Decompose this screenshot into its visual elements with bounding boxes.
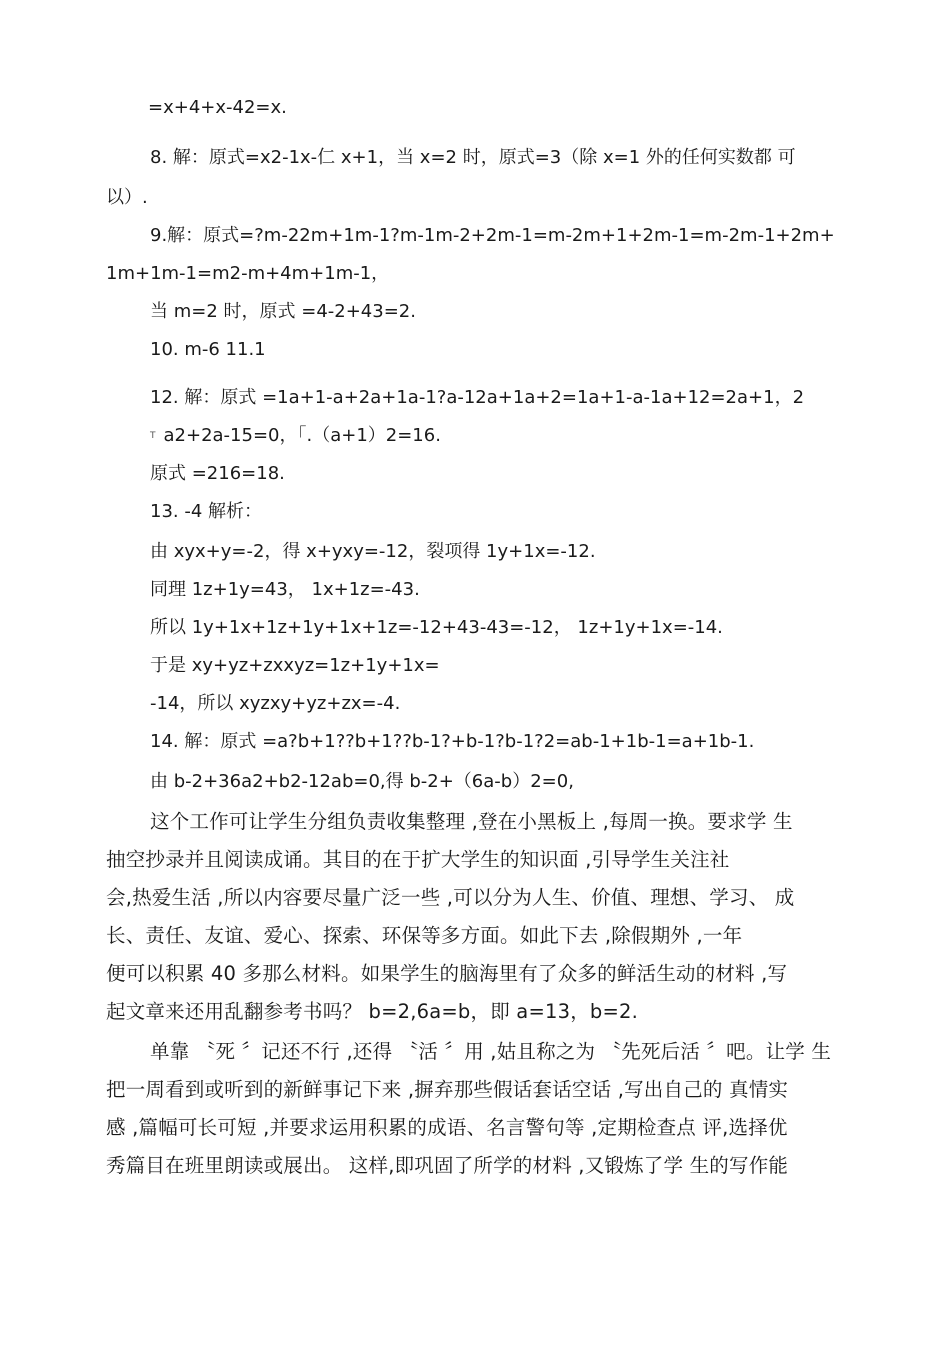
text-line: 12. 解：原式 =1a+1-a+2a+1a-1?a-12a+1a+2=1a+1-a-1a+12=2a+1，2 [150,387,805,408]
text-line: 把一周看到或听到的新鲜事记下来 ,摒弃那些假话套话空话 ,写出自己的 真情实 [106,1078,789,1101]
text-line: 抽空抄录并且阅读成诵。其目的在于扩大学生的知识面 ,引导学生关注社 [106,848,730,871]
margin-mark: T [150,431,156,441]
text-line: -14，所以 xyzxy+yz+zx=-4. [150,693,401,714]
text-line: 8. 解：原式=x2-1x-仁 x+1，当 x=2 时，原式=3（除 x=1 外的任何实数都 可 [150,147,796,168]
text-line [150,424,441,448]
text-line: 9.解：原式=?m-22m+1m-1?m-1m-2+2m-1=m-2m+1+2m-1=m-2m-1+2m+ [150,225,835,246]
text-line: 当 m=2 时，原式 =4-2+43=2. [150,301,416,322]
text-line: 秀篇目在班里朗读或展出。 这样,即巩固了所学的材料 ,又锻炼了学 生的写作能 [106,1154,789,1177]
text-line: 13. -4 解析： [150,501,263,522]
text-line: 起文章来还用乱翻参考书吗？ b=2,6a=b，即 a=13，b=2. [106,1000,639,1023]
text-line: 单靠 〝死 〞记还不行 ,还得 〝活 〞用 ,姑且称之为 〝先死后活 〞吧。让学 生 [150,1040,832,1063]
text-line: 所以 1y+1x+1z+1y+1x+1z=-12+43-43=-12， 1z+1y+1x=-14. [150,617,723,638]
text-line: 便可以积累 40 多那么材料。如果学生的脑海里有了众多的鲜活生动的材料 ,写 [106,962,788,985]
text-line: 10. m-6 11.1 [150,339,266,360]
text-line: 同理 1z+1y=43， 1x+1z=-43. [150,579,420,600]
text-line: 1m+1m-1=m2-m+4m+1m-1， [106,263,390,284]
text-line: 以）. [106,187,148,208]
text-line: 由 xyx+y=-2，得 x+yxy=-12，裂项得 1y+1x=-12. [150,541,596,562]
text-fragment: a2+2a-15=0，「.（a+1）2=16. [163,425,441,446]
text-line: 14. 解：原式 =a?b+1??b+1??b-1?+b-1?b-1?2=ab-1+1b-1=a+1b-1. [150,731,755,752]
text-line: 于是 xy+yz+zxxyz=1z+1y+1x= [150,655,440,676]
text-line: 这个工作可让学生分组负责收集整理 ,登在小黑板上 ,每周一换。要求学 生 [150,810,793,833]
text-line: 由 b-2+36a2+b2-12ab=0,得 b-2+（6a-b）2=0, [150,771,574,792]
text-line: 感 ,篇幅可长可短 ,并要求运用积累的成语、名言警句等 ,定期检查点 评,选择优 [106,1116,788,1139]
text-line: =x+4+x-42=x. [148,97,287,118]
text-line: 会,热爱生活 ,所以内容要尽量广泛一些 ,可以分为人生、价值、理想、学习、 成 [106,886,795,909]
text-line: 长、责任、友谊、爱心、探索、环保等多方面。如此下去 ,除假期外 ,一年 [106,924,743,947]
text-line: 原式 =216=18. [150,463,285,484]
